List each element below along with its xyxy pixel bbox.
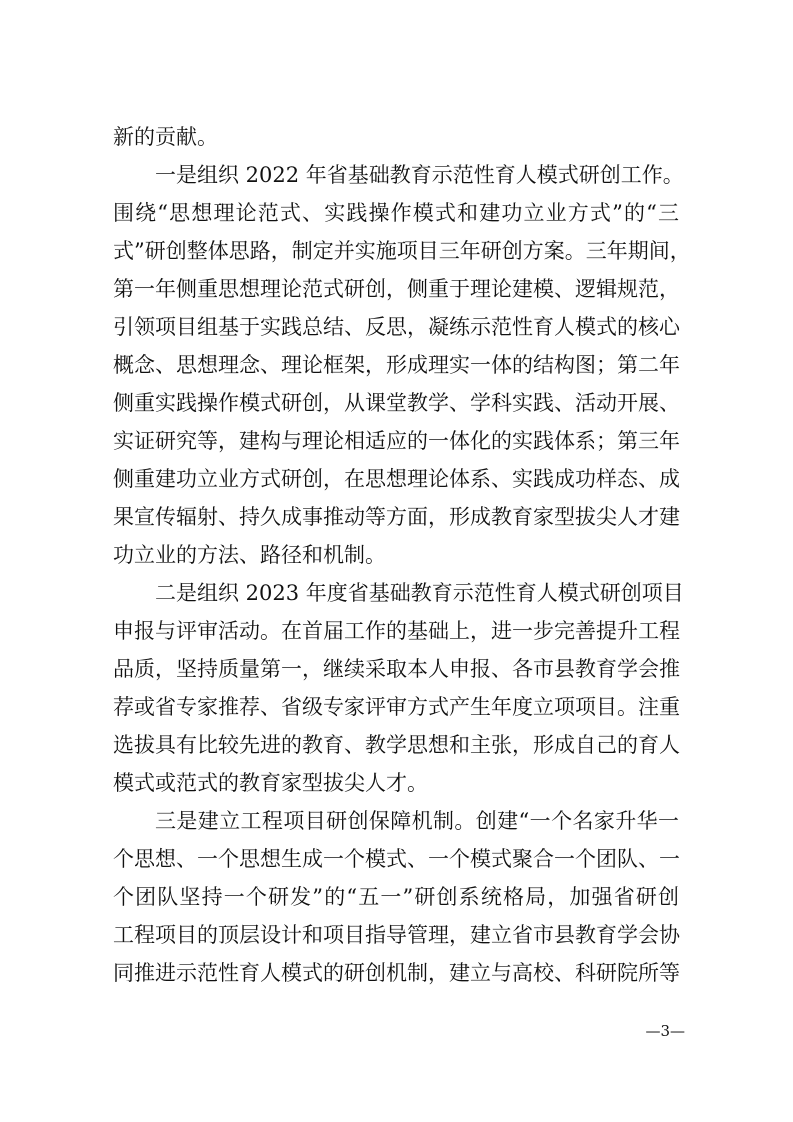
text-line: 三是建立工程项目研创保障机制。创建“一个名家升华一: [155, 809, 679, 833]
text-line: 品质，坚持质量第一，继续采取本人申报、各市县教育学会推: [113, 657, 680, 681]
paragraph-1: [113, 118, 679, 156]
text-line: 个思想、一个思想生成一个模式、一个模式聚合一个团队、一: [113, 847, 680, 871]
text-line: 侧重建功立业方式研创，在思想理论体系、实践成功样态、成: [113, 467, 680, 491]
paragraph-4: [113, 802, 679, 992]
paragraph-3: [113, 574, 684, 802]
body-text: [113, 118, 691, 992]
text-line: 功立业的方法、路径和机制。: [113, 543, 386, 567]
text-line: 同推进示范性育人模式的研创机制，建立与高校、科研院所等: [113, 961, 680, 985]
text-line: 式”研创整体思路，制定并实施项目三年研创方案。三年期间，: [113, 239, 691, 263]
text-line: 荐或省专家推荐、省级专家评审方式产生年度立项项目。注重: [113, 695, 680, 719]
text-line: 第一年侧重思想理论范式研创，侧重于理论建模、逻辑规范，: [113, 277, 680, 301]
text-line: 二是组织 2023 年度省基础教育示范性育人模式研创项目: [155, 581, 684, 605]
paragraph-2: [113, 156, 691, 574]
text-line: 模式或范式的教育家型拔尖人才。: [113, 771, 428, 795]
text-line: 工程项目的顶层设计和项目指导管理，建立省市县教育学会协: [113, 923, 680, 947]
page-number: —3—: [645, 1022, 685, 1040]
text-line: 申报与评审活动。在首届工作的基础上，进一步完善提升工程: [113, 619, 680, 643]
text-line: 实证研究等，建构与理论相适应的一体化的实践体系；第三年: [113, 429, 680, 453]
text-line: 果宣传辐射、持久成事推动等方面，形成教育家型拔尖人才建: [113, 505, 680, 529]
text-line: 概念、思想理念、理论框架，形成理实一体的结构图；第二年: [113, 353, 680, 377]
text-line: 引领项目组基于实践总结、反思，凝练示范性育人模式的核心: [113, 315, 680, 339]
text-line: 选拔具有比较先进的教育、教学思想和主张，形成自己的育人: [113, 733, 680, 757]
text-line: 侧重实践操作模式研创，从课堂教学、学科实践、活动开展、: [113, 391, 680, 415]
text-line: 一是组织 2022 年省基础教育示范性育人模式研创工作。: [155, 163, 684, 187]
text-line: 个团队坚持一个研发”的“五一”研创系统格局，加强省研创: [113, 885, 679, 909]
text-line: 围绕“思想理论范式、实践操作模式和建功立业方式”的“三: [113, 201, 679, 225]
text-line: 新的贡献。: [113, 125, 218, 149]
